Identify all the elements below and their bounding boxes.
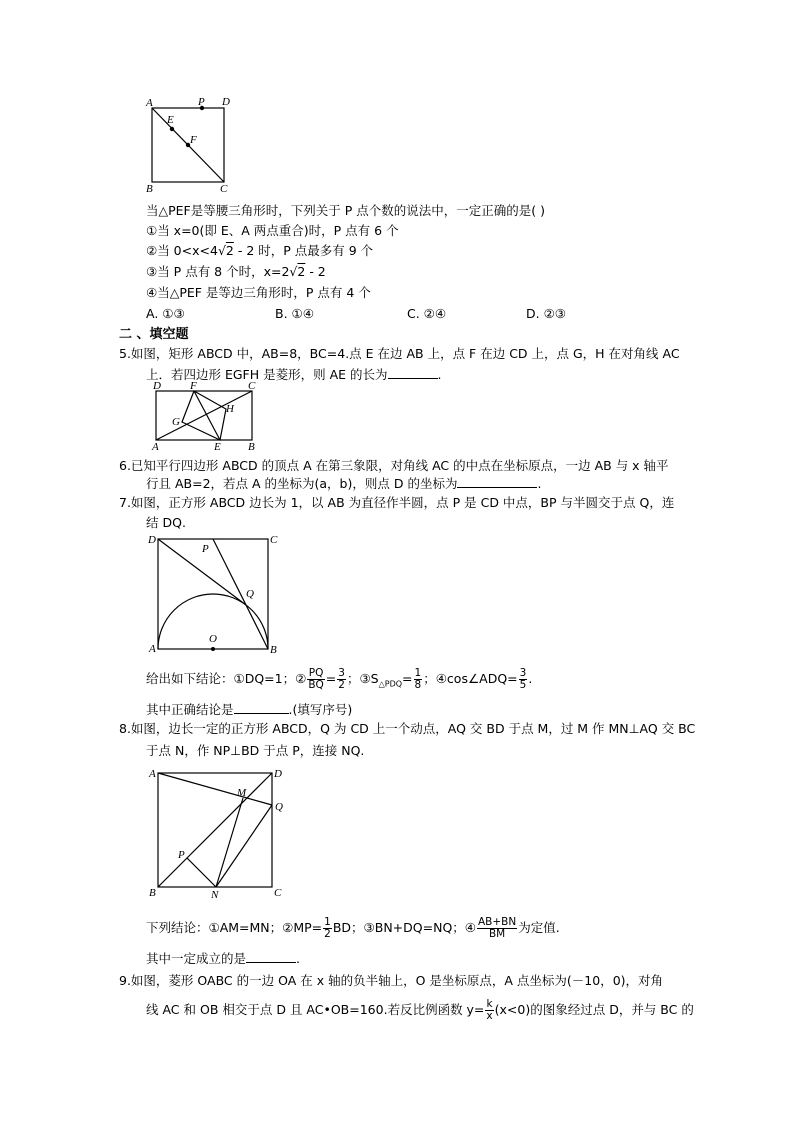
q4-statement-4: ④当△PEF 是等边三角形时，P 点有 4 个 (146, 285, 371, 300)
label-D: D (153, 380, 161, 392)
label-C: C (270, 534, 278, 546)
label-D: D (274, 768, 282, 780)
label-E: E (214, 441, 221, 453)
label-G: G (172, 416, 180, 428)
label-M: M (237, 787, 247, 799)
label-E: E (167, 114, 174, 126)
figure-q7 (148, 530, 288, 655)
q9-line-2: 线 AC 和 OB 相交于点 D 且 AC•OB=160.若反比例函数 y= $\frac{k}{x}$ (x<0)的图象经过点 D，并与 BC 的 (146, 998, 694, 1022)
q6-line-1: 6.已知平行四边形 ABCD 的顶点 A 在第三象限，对角线 AC 的中点在坐标原点，一边 AB 与 x 轴平 (119, 458, 669, 473)
label-B: B (248, 441, 255, 453)
label-O: O (209, 633, 217, 645)
q4-statement-2: ②当 0<x<4√2 - 2 时，P 点最多有 9 个 (146, 243, 374, 258)
q7-conclusions: 给出如下结论：①DQ=1；② $\frac{PQ}{BQ}$ = $\frac{3}{2}$ ；$③S_{\triangle PDQ}=$ $\frac{1}{8}$ ；④cos∠ADQ= $\frac{3}{5}$ . (146, 667, 533, 691)
q8-line-1: 8.如图，边长一定的正方形 ABCD，Q 为 CD 上一个动点，AQ 交 BD 于点 M，过 M 作 MN⊥AQ 交 BC (119, 721, 696, 736)
label-H: H (226, 403, 234, 415)
label-D: D (148, 534, 156, 546)
q5-line-1: 5.如图，矩形 ABCD 中，AB=8，BC=4.点 E 在边 AB 上，点 F 在边 CD 上，点 G，H 在对角线 AC (119, 346, 680, 361)
q8-answer: 其中一定成立的是 . (146, 951, 300, 966)
label-D: D (222, 96, 230, 108)
figure-q4 (140, 94, 240, 194)
label-A: A (149, 768, 156, 780)
label-A: A (152, 441, 159, 453)
label-Q: Q (246, 588, 254, 600)
q4-statement-1: ①当 x=0(即 E、A 两点重合)时，P 点有 6 个 (146, 223, 399, 238)
q7-answer: 其中正确结论是 .(填写序号) (146, 702, 353, 717)
label-B: B (270, 644, 277, 656)
q8-line-2: 于点 N，作 NP⊥BD 于点 P，连接 NQ. (146, 743, 365, 758)
label-B: B (146, 183, 153, 195)
q4-stem: 当△PEF是等腰三角形时，下列关于 P 点个数的说法中，一定正确的是( ) (146, 203, 545, 218)
label-C: C (248, 380, 256, 392)
q7-line-2: 结 DQ. (146, 515, 186, 530)
q4-option-d: D. ②③ (526, 306, 566, 321)
figure-q8 (146, 765, 291, 900)
section-heading: 二 、填空题 (119, 327, 189, 342)
q9-line-1: 9.如图，菱形 OABC 的一边 OA 在 x 轴的负半轴上，O 是坐标原点，A 点坐标为(－10，0)，对角 (119, 973, 664, 988)
label-A: A (149, 643, 156, 655)
label-Q: Q (275, 801, 283, 813)
label-P: P (198, 96, 205, 108)
label-P: P (202, 543, 209, 555)
label-F: F (190, 134, 197, 146)
q4-option-a: A. ①③ (146, 306, 185, 321)
q4-statement-3: ③当 P 点有 8 个时，x=2√2 - 2 (146, 264, 326, 279)
q4-option-b: B. ①④ (275, 306, 314, 321)
label-C: C (274, 887, 282, 899)
label-A: A (146, 97, 153, 109)
label-P: P (178, 849, 185, 861)
q4-option-c: C. ②④ (407, 306, 447, 321)
q6-line-2: 行且 AB=2，若点 A 的坐标为(a，b)，则点 D 的坐标为 . (146, 476, 542, 491)
q5-line-2: 上．若四边形 EGFH 是菱形，则 AE 的长为 . (146, 367, 442, 382)
q8-conclusions: 下列结论：①AM=MN；②MP= $\frac{1}{2}$ BD；③BN+DQ=NQ；④ $\frac{AB+BN}{BM}$ 为定值. (146, 916, 560, 940)
label-B: B (149, 887, 156, 899)
label-C: C (220, 183, 228, 195)
label-F: F (190, 380, 197, 392)
figure-q5 (148, 382, 263, 452)
label-N: N (211, 889, 219, 901)
q7-line-1: 7.如图，正方形 ABCD 边长为 1，以 AB 为直径作半圆，点 P 是 CD 中点，BP 与半圆交于点 Q，连 (119, 495, 675, 510)
